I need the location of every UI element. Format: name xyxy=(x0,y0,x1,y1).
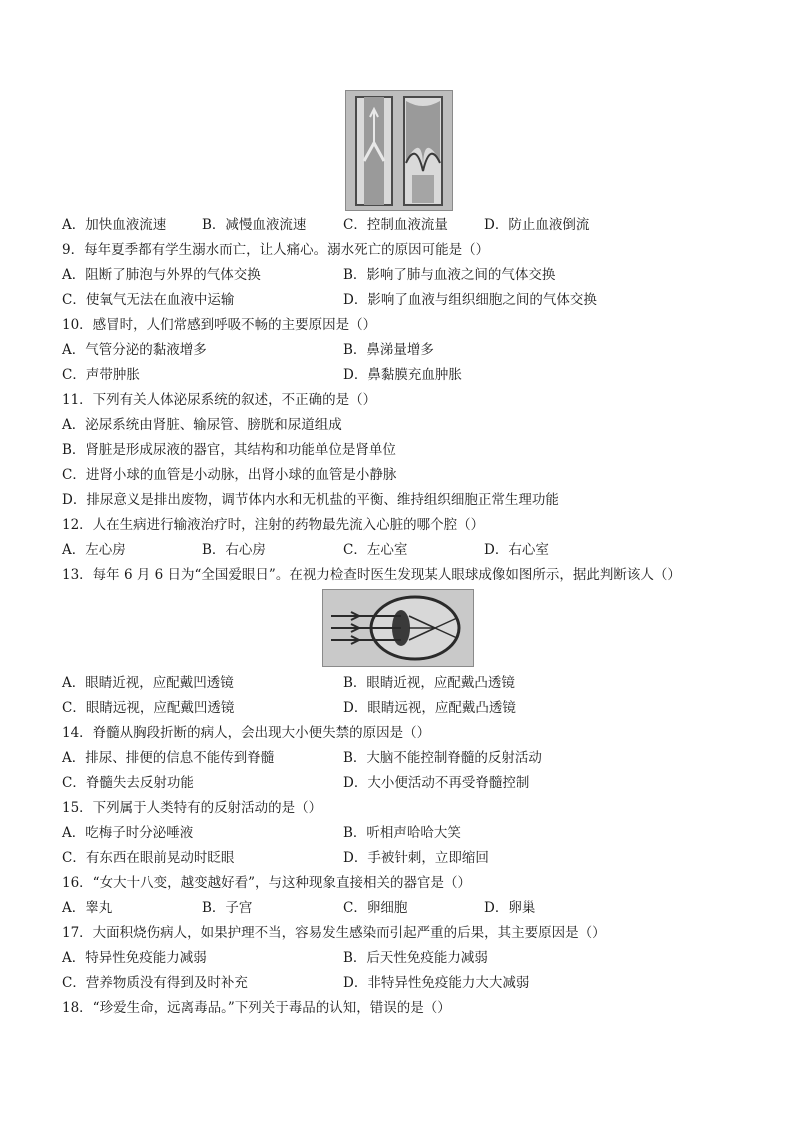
q9-option-c: C．使氧气无法在血液中运输 xyxy=(62,292,235,308)
q15-option-d: D．手被针刺，立即缩回 xyxy=(343,850,489,866)
q11-option-d: D．排尿意义是排出废物，调节体内水和无机盐的平衡、维持组织细胞正常生理功能 xyxy=(62,492,559,508)
q12-option-c: C．左心室 xyxy=(343,542,408,558)
q8-option-b: B．减慢血液流速 xyxy=(202,217,307,233)
eye-illustration xyxy=(323,590,473,666)
q17-option-d: D．非特异性免疫能力大大减弱 xyxy=(343,975,530,991)
q16-stem: 16．“女大十八变，越变越好看”，与这种现象直接相关的器官是（） xyxy=(62,875,471,891)
q12-option-b: B．右心房 xyxy=(202,542,266,558)
q16-option-d: D．卵巢 xyxy=(484,900,536,916)
q12-stem: 12．人在生病进行输液治疗时，注射的药物最先流入心脏的哪个腔（） xyxy=(62,517,485,533)
eye-imaging-figure xyxy=(322,589,474,667)
q15-stem: 15．下列属于人类特有的反射活动的是（） xyxy=(62,800,323,816)
q14-option-c: C．脊髓失去反射功能 xyxy=(62,775,194,791)
q12-option-a: A．左心房 xyxy=(62,542,126,558)
vein-valve-figure xyxy=(345,90,453,211)
q11-option-a: A．泌尿系统由肾脏、输尿管、膀胱和尿道组成 xyxy=(62,417,342,433)
q14-option-a: A．排尿、排便的信息不能传到脊髓 xyxy=(62,750,275,766)
q9-stem: 9．每年夏季都有学生溺水而亡，让人痛心。溺水死亡的原因可能是（） xyxy=(62,242,490,258)
q10-option-b: B．鼻涕量增多 xyxy=(343,342,434,358)
q9-option-d: D．影响了血液与组织细胞之间的气体交换 xyxy=(343,292,597,308)
q13-option-c: C．眼睛远视，应配戴凹透镜 xyxy=(62,700,235,716)
q16-option-a: A．睾丸 xyxy=(62,900,113,916)
q17-option-b: B．后天性免疫能力减弱 xyxy=(343,950,488,966)
q10-option-a: A．气管分泌的黏液增多 xyxy=(62,342,207,358)
q11-option-c: C．进肾小球的血管是小动脉，出肾小球的血管是小静脉 xyxy=(62,467,397,483)
q14-option-d: D．大小便活动不再受脊髓控制 xyxy=(343,775,530,791)
q13-option-a: A．眼睛近视，应配戴凹透镜 xyxy=(62,675,234,691)
q17-option-c: C．营养物质没有得到及时补充 xyxy=(62,975,248,991)
q8-option-d: D．防止血液倒流 xyxy=(484,217,590,233)
q8-option-c: C．控制血液流量 xyxy=(343,217,448,233)
q10-stem: 10．感冒时，人们常感到呼吸不畅的主要原因是（） xyxy=(62,317,377,333)
q9-option-b: B．影响了肺与血液之间的气体交换 xyxy=(343,267,556,283)
q13-option-d: D．眼睛远视，应配戴凸透镜 xyxy=(343,700,516,716)
q12-option-d: D．右心室 xyxy=(484,542,549,558)
q15-option-b: B．听相声哈哈大笑 xyxy=(343,825,461,841)
q11-option-b: B．肾脏是形成尿液的器官，其结构和功能单位是肾单位 xyxy=(62,442,396,458)
q16-option-b: B．子宫 xyxy=(202,900,253,916)
q14-stem: 14．脊髓从胸段折断的病人，会出现大小便失禁的原因是（） xyxy=(62,725,431,741)
q15-option-c: C．有东西在眼前晃动时眨眼 xyxy=(62,850,235,866)
q16-option-c: C．卵细胞 xyxy=(343,900,408,916)
q17-option-a: A．特异性免疫能力减弱 xyxy=(62,950,207,966)
q10-option-d: D．鼻黏膜充血肿胀 xyxy=(343,367,462,383)
q18-stem: 18．“珍爱生命，远离毒品。”下列关于毒品的认知，错误的是（） xyxy=(62,1000,451,1016)
q14-option-b: B．大脑不能控制脊髓的反射活动 xyxy=(343,750,542,766)
q15-option-a: A．吃梅子时分泌唾液 xyxy=(62,825,194,841)
q9-option-a: A．阻断了肺泡与外界的气体交换 xyxy=(62,267,261,283)
q13-option-b: B．眼睛近视，应配戴凸透镜 xyxy=(343,675,515,691)
q11-stem: 11．下列有关人体泌尿系统的叙述，不正确的是（） xyxy=(62,392,377,408)
vein-valve-illustration xyxy=(346,91,452,210)
q8-option-a: A．加快血液流速 xyxy=(62,217,167,233)
q17-stem: 17．大面积烧伤病人，如果护理不当，容易发生感染而引起严重的后果，其主要原因是（） xyxy=(62,925,606,941)
q10-option-c: C．声带肿胀 xyxy=(62,367,140,383)
q13-stem: 13．每年 6 月 6 日为“全国爱眼日”。在视力检查时医生发现某人眼球成像如图所示，据此判断该人（） xyxy=(62,567,681,583)
